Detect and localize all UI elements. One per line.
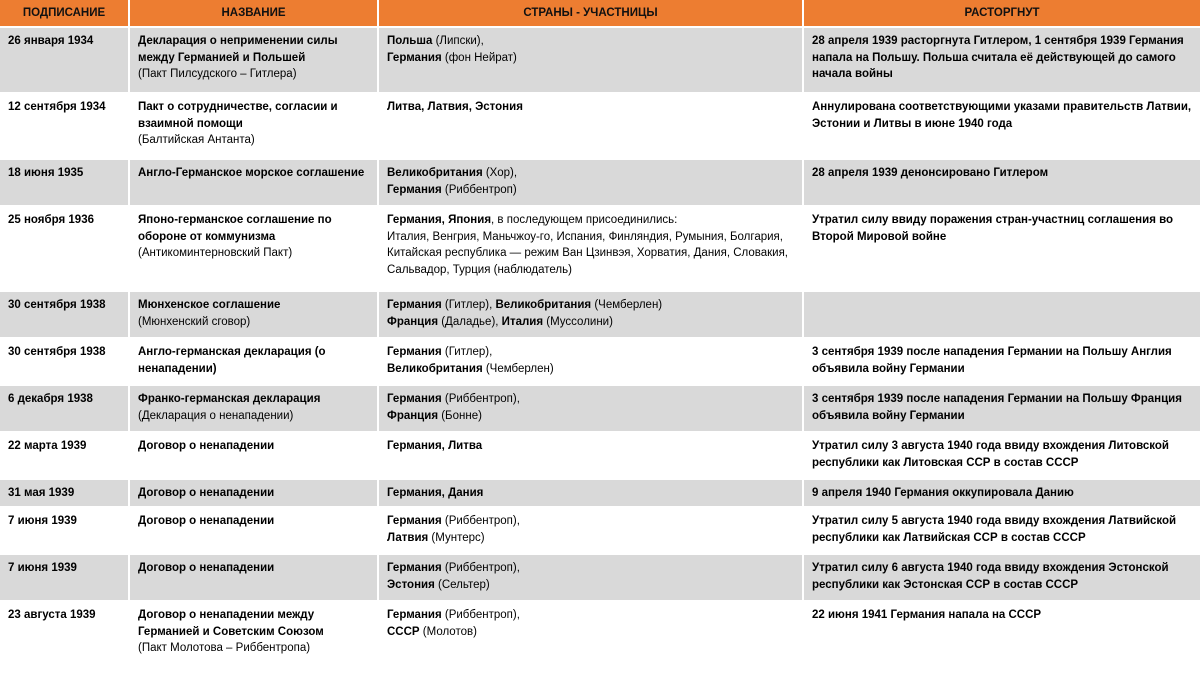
treaty-title: Договор о ненападении — [138, 487, 275, 499]
party-line — [387, 560, 796, 577]
header-terminated: РАСТОРГНУТ — [804, 0, 1200, 26]
treaty-title: Англо-германская декларация (о ненападении) — [138, 346, 326, 375]
treaty-alias: (Пакт Пилсудского – Гитлера) — [138, 68, 297, 80]
parties-cell — [379, 339, 802, 384]
party-detail: (Хор), — [482, 167, 518, 179]
party-detail: (Мунтерс) — [428, 531, 485, 544]
party-detail: (Бонне) — [438, 409, 482, 422]
treaty-alias: (Пакт Молотова – Риббентропа) — [138, 642, 311, 654]
signing-date: 6 декабря 1938 — [0, 386, 128, 431]
table-row — [0, 339, 1200, 384]
party-detail: (Чемберлен) — [482, 362, 554, 375]
termination-text: 28 апреля 1939 денонсировано Гитлером — [804, 160, 1200, 205]
parties-cell — [379, 386, 802, 431]
party-line — [387, 624, 796, 641]
party-line — [387, 165, 796, 182]
party-detail: , в последующем присоединились: — [491, 214, 678, 226]
treaty-name-cell — [130, 94, 377, 158]
party-country: Германия, Япония — [387, 214, 492, 226]
party-detail: (Сельтер) — [434, 578, 490, 591]
signing-date: 31 мая 1939 — [0, 480, 128, 506]
party-country: Германия — [387, 562, 442, 574]
table-row — [0, 555, 1200, 600]
party-detail: (Риббентроп), — [441, 562, 520, 574]
party-country: Польша — [387, 35, 433, 47]
table-row — [0, 433, 1200, 478]
party-country: Великобритания — [387, 167, 483, 179]
party-detail: (Липски), — [432, 35, 484, 47]
parties-cell — [379, 602, 802, 666]
party-country: Германия — [387, 609, 442, 621]
party-detail: (Риббентроп), — [441, 609, 520, 621]
header-countries: СТРАНЫ - УЧАСТНИЦЫ — [379, 0, 802, 26]
treaty-title: Мюнхенское соглашение — [138, 299, 281, 311]
signing-date: 7 июня 1939 — [0, 555, 128, 600]
termination-text: Утратил силу ввиду поражения стран-участниц соглашения во Второй Мировой войне — [804, 207, 1200, 290]
party-detail: (Муссолини) — [543, 315, 613, 328]
parties-cell — [379, 28, 802, 92]
treaty-title: Декларация о неприменении силы между Германией и Польшей — [138, 35, 338, 64]
party-detail: (Молотов) — [419, 625, 477, 638]
termination-text: 3 сентября 1939 после нападения Германии на Польшу Англия объявила войну Германии — [804, 339, 1200, 384]
party-country: Латвия — [387, 531, 429, 544]
table-row — [0, 480, 1200, 506]
party-country: Франция — [387, 409, 439, 422]
party-line — [387, 344, 796, 361]
table-row — [0, 292, 1200, 337]
signing-date: 22 марта 1939 — [0, 433, 128, 478]
party-country: Великобритания — [495, 299, 592, 311]
party-line — [387, 607, 796, 624]
party-detail: (Даладье), — [438, 315, 502, 328]
party-line — [387, 212, 796, 229]
party-line — [387, 408, 796, 425]
party-detail: (фон Нейрат) — [441, 51, 517, 64]
table-row — [0, 207, 1200, 290]
parties-cell — [379, 508, 802, 553]
party-country: Литва, Латвия, Эстония — [387, 101, 523, 113]
treaty-name-cell — [130, 28, 377, 92]
header-row — [0, 0, 1200, 26]
treaty-name-cell — [130, 160, 377, 205]
signing-date: 12 сентября 1934 — [0, 94, 128, 158]
table-row — [0, 386, 1200, 431]
treaty-title: Японо-германское соглашение по обороне от коммунизма — [138, 214, 332, 243]
party-detail: (Гитлер), — [441, 346, 493, 358]
table-row — [0, 508, 1200, 553]
treaty-name-cell — [130, 433, 377, 478]
termination-text: Утратил силу 3 августа 1940 года ввиду вхождения Литовской республики как Литовская ССР в состав СССР — [804, 433, 1200, 478]
treaty-name-cell — [130, 555, 377, 600]
party-country: Германия — [387, 393, 442, 405]
party-line — [387, 33, 796, 50]
signing-date: 7 июня 1939 — [0, 508, 128, 553]
party-country: Германия — [387, 515, 442, 527]
party-line — [387, 314, 796, 331]
signing-date: 30 сентября 1938 — [0, 339, 128, 384]
termination-text: 9 апреля 1940 Германия оккупировала Данию — [804, 480, 1200, 506]
party-country: СССР — [387, 625, 420, 638]
parties-cell — [379, 433, 802, 478]
table-row — [0, 28, 1200, 92]
party-extra: Италия, Венгрия, Маньчжоу-го, Испания, Финляндия, Румыния, Болгария, Китайская республика — режим Ван Цзинвэя, Хорватия, Дания, Словакия, Сальвадор, Турция (наблюдатель) — [387, 230, 789, 276]
party-line — [387, 297, 796, 314]
signing-date: 25 ноября 1936 — [0, 207, 128, 290]
party-detail: (Чемберлен) — [591, 299, 663, 311]
parties-cell — [379, 555, 802, 600]
party-country: Германия, Литва — [387, 440, 483, 452]
treaty-name-cell — [130, 292, 377, 337]
termination-text: 22 июня 1941 Германия напала на СССР — [804, 602, 1200, 666]
signing-date: 23 августа 1939 — [0, 602, 128, 666]
party-country: Германия, Дания — [387, 487, 484, 499]
parties-cell — [379, 480, 802, 506]
party-line — [387, 50, 796, 67]
treaty-alias: (Декларация о ненападении) — [138, 409, 294, 422]
termination-text: Утратил силу 6 августа 1940 года ввиду вхождения Эстонской республики как Эстонская ССР в состав СССР — [804, 555, 1200, 600]
termination-text: Аннулирована соответствующими указами правительств Латвии, Эстонии и Литвы в июне 1940 года — [804, 94, 1200, 158]
party-detail: (Гитлер), — [441, 299, 496, 311]
treaty-name-cell — [130, 207, 377, 290]
party-detail: (Риббентроп), — [441, 515, 520, 527]
table-row — [0, 160, 1200, 205]
party-line — [387, 438, 796, 455]
treaty-name-cell — [130, 508, 377, 553]
treaty-title: Договор о ненападении — [138, 440, 275, 452]
parties-cell — [379, 160, 802, 205]
treaty-title: Англо-Германское морское соглашение — [138, 167, 365, 179]
treaty-name-cell — [130, 386, 377, 431]
termination-text — [804, 292, 1200, 337]
party-line — [387, 577, 796, 594]
termination-text: 28 апреля 1939 расторгнута Гитлером, 1 сентября 1939 Германия напала на Польшу. Польша считала её действующей до самого начала войны — [804, 28, 1200, 92]
treaty-title: Договор о ненападении между Германией и Советским Союзом — [138, 609, 324, 638]
party-country: Италия — [501, 315, 544, 328]
party-line — [387, 513, 796, 530]
party-detail: (Риббентроп), — [441, 393, 520, 405]
party-country: Эстония — [387, 578, 435, 591]
party-country: Германия — [387, 183, 442, 196]
treaty-alias: (Антикоминтерновский Пакт) — [138, 247, 293, 259]
party-country: Франция — [387, 315, 439, 328]
termination-text: 3 сентября 1939 после нападения Германии на Польшу Франция объявила войну Германии — [804, 386, 1200, 431]
party-detail: (Риббентроп) — [441, 183, 517, 196]
party-line — [387, 99, 796, 116]
party-country: Германия — [387, 51, 442, 64]
treaty-alias: (Мюнхенский сговор) — [138, 315, 251, 328]
treaty-title: Франко-германская декларация — [138, 393, 321, 405]
party-line — [387, 391, 796, 408]
treaty-name-cell — [130, 339, 377, 384]
parties-cell — [379, 207, 802, 290]
treaty-name-cell — [130, 602, 377, 666]
table-row — [0, 94, 1200, 158]
treaty-title: Пакт о сотрудничестве, согласии и взаимной помощи — [138, 101, 338, 130]
parties-cell — [379, 292, 802, 337]
party-line — [387, 530, 796, 547]
party-country: Германия — [387, 346, 442, 358]
termination-text: Утратил силу 5 августа 1940 года ввиду вхождения Латвийской республики как Латвийская ССР в состав СССР — [804, 508, 1200, 553]
signing-date: 30 сентября 1938 — [0, 292, 128, 337]
party-country: Великобритания — [387, 362, 483, 375]
treaty-title: Договор о ненападении — [138, 515, 275, 527]
treaty-name-cell — [130, 480, 377, 506]
signing-date: 26 января 1934 — [0, 28, 128, 92]
party-line — [387, 485, 796, 502]
treaty-alias: (Балтийская Антанта) — [138, 134, 255, 146]
party-line — [387, 182, 796, 199]
signing-date: 18 июня 1935 — [0, 160, 128, 205]
table-row — [0, 602, 1200, 666]
party-line — [387, 361, 796, 378]
parties-cell — [379, 94, 802, 158]
header-date: ПОДПИСАНИЕ — [0, 0, 128, 26]
party-country: Германия — [387, 299, 442, 311]
header-name: НАЗВАНИЕ — [130, 0, 377, 26]
treaty-title: Договор о ненападении — [138, 562, 275, 574]
